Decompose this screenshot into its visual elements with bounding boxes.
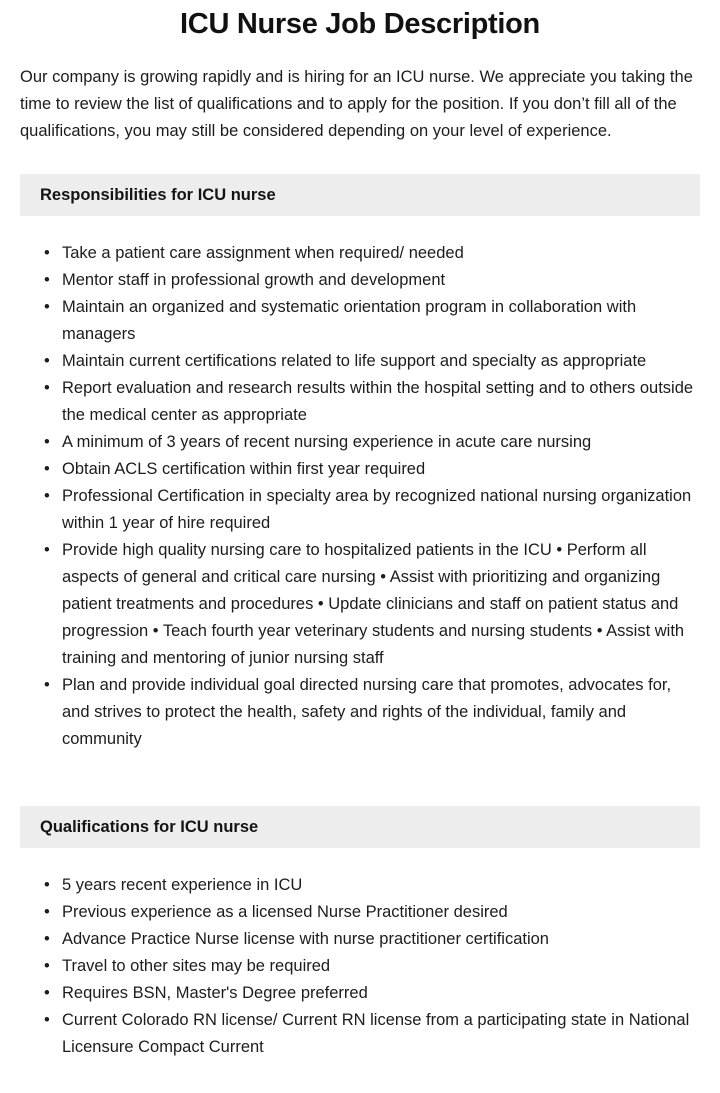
list-item: • Maintain an organized and systematic orientation program in collaboration with managers — [62, 294, 698, 348]
list-item: • Plan and provide individual goal directed nursing care that promotes, advocates for, and strives to protect the health, safety and rights of the individual, family and community — [62, 672, 698, 753]
qualifications-section-header: Qualifications for ICU nurse — [20, 806, 700, 848]
list-item: • Provide high quality nursing care to hospitalized patients in the ICU • Perform all aspects of general and critical care nursing • Assist with prioritizing and organizing patient treatments and procedures • Update clinicians and staff on patient status and progression • Teach fourth year veterinary students and nursing students • Assist with training and mentoring of junior nursing staff — [62, 537, 698, 672]
list-item: • Take a patient care assignment when required/ needed — [62, 240, 698, 267]
list-item: • Obtain ACLS certification within first year required — [62, 456, 698, 483]
list-item: • 5 years recent experience in ICU — [62, 872, 698, 899]
list-item: • Professional Certification in specialty area by recognized national nursing organization within 1 year of hire required — [62, 483, 698, 537]
list-item: • A minimum of 3 years of recent nursing experience in acute care nursing — [62, 429, 698, 456]
list-item: • Current Colorado RN license/ Current RN license from a participating state in National Licensure Compact Current — [62, 1007, 698, 1061]
list-item: • Mentor staff in professional growth and development — [62, 267, 698, 294]
intro-paragraph: Our company is growing rapidly and is hiring for an ICU nurse. We appreciate you taking the time to review the list of qualifications and to apply for the position. If you don’t fill all of the qualifications, you may still be considered depending on your level of experience. — [20, 68, 693, 140]
responsibilities-section-header: Responsibilities for ICU nurse — [20, 174, 700, 216]
list-item: • Previous experience as a licensed Nurse Practitioner desired — [62, 899, 698, 926]
list-item: • Maintain current certifications related to life support and specialty as appropriate — [62, 348, 698, 375]
list-item: • Travel to other sites may be required — [62, 953, 698, 980]
page-title: ICU Nurse Job Description — [180, 8, 540, 40]
qualifications-list — [0, 848, 720, 1093]
responsibilities-list — [0, 216, 720, 785]
list-item: • Requires BSN, Master's Degree preferred — [62, 980, 698, 1007]
list-item: • Report evaluation and research results within the hospital setting and to others outside the medical center as appropriate — [62, 375, 698, 429]
list-item: • Advance Practice Nurse license with nurse practitioner certification — [62, 926, 698, 953]
